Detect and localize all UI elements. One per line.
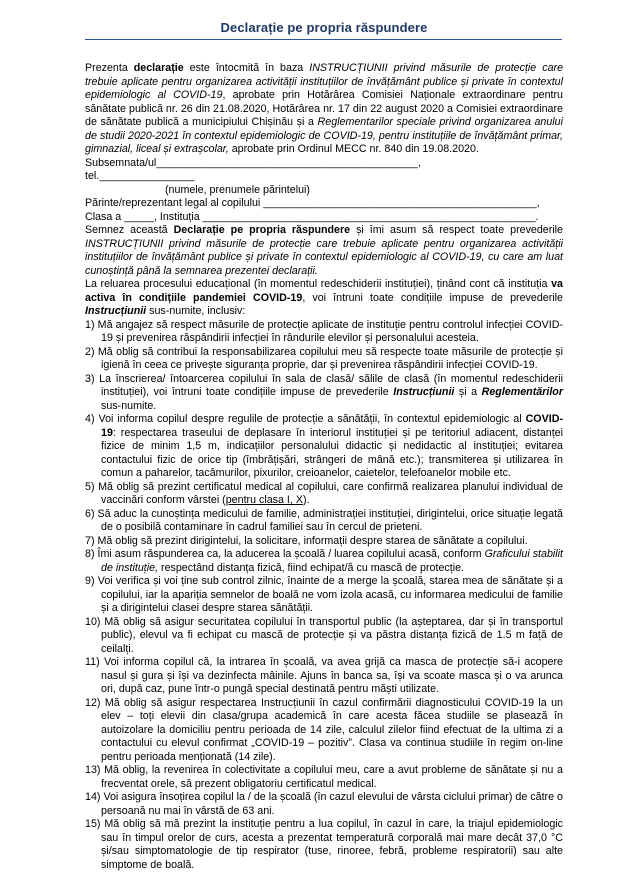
text-segment: Semnez această — [85, 224, 174, 236]
list-item — [85, 764, 563, 791]
parinte-suffix: , — [536, 197, 540, 209]
text-segment: , aprobate prin Hotărârea Comisiei Naționale extraordinare pentru sănătate publică nr. 26 din 21.08.2020, Hotărârea nr. 17 din 22 august 2020 a Comisiei extraordinare de sănătate publică a municipiului Chișinău și a — [85, 89, 563, 128]
text-segment: Mă oblig, la revenirea în colectivitate a copilului meu, care a avut probleme de sănătate și nu a frecventat orele, să prezent obligatoriu certificatul medical. — [101, 764, 563, 790]
text-segment: sus-numite, inclusiv: — [146, 305, 246, 317]
parent-name-hint: (numele, prenumele părintelui) — [165, 183, 310, 196]
text-segment: aprobate prin Ordinul MECC nr. 840 din 19.08.2020. — [228, 143, 479, 155]
field-line-clasa-institutia — [85, 211, 563, 225]
institutia-label: , Instituția — [153, 210, 203, 223]
institutia-blank: ________________________________________________________ — [202, 210, 536, 223]
subsemnata-blank: ____________________________________________ — [156, 156, 418, 169]
text-segment: Voi asigura însoțirea copilul la / de la școală (în cazul elevului de vârsta ciclului primar) de către o persoană nu mai în vârstă de 63 ani. — [101, 791, 563, 817]
text-segment: Îmi asum răspunderea ca, la aducerea la școală / luarea copilului acasă, conform — [97, 548, 485, 560]
items-list — [85, 319, 563, 873]
list-item — [85, 697, 563, 765]
text-segment: declarație — [133, 62, 184, 74]
item-number: 15) — [85, 818, 105, 830]
text-segment: este întocmită în baza — [183, 62, 310, 74]
item-number: 6) — [85, 507, 98, 520]
list-item — [85, 481, 563, 508]
text-segment: La înscrierea/ întoarcerea copilului în sala de clasă/ sălile de clasă (în momentul redeschiderii instituției), voi întruni toate condițiile impuse de prevederile — [99, 372, 563, 398]
item-number: 8) — [85, 548, 98, 560]
text-segment: va activa în condițiile pandemiei COVID-19 — [85, 278, 563, 304]
item-number: 9) — [85, 575, 98, 587]
text-segment: respectând distanța fizică, fiind echipat/ă cu mască de protecție. — [158, 561, 464, 574]
item-number: 14) — [85, 791, 104, 803]
text-segment: Instrucțiunii — [393, 386, 455, 398]
semnez-paragraph — [85, 224, 563, 278]
field-line-parinte — [85, 197, 563, 211]
list-item — [85, 413, 563, 481]
list-item — [85, 373, 563, 414]
text-segment: sus-numite. — [101, 399, 157, 412]
tel-label: tel. — [85, 170, 100, 182]
item-number: 12) — [85, 696, 105, 709]
text-segment: Să aduc la cunoștința medicului de familie, administrației instituției, dirigintelui, orice situație legată de o posibilă contaminare în cadrul familiei sau în cercul de prieteni. — [97, 507, 563, 533]
text-segment: Voi informa copilul că, la intrarea în școală, va avea grijă ca masca de protecție să-i acopere nasul și gura și își va dezinfecta mâinile. Ajuns în banca sa, își va scoate masca și o va arunca ori, după caz, pune într-o pungă special destinată pentru măști utilizate. — [101, 656, 563, 695]
text-segment: INSTRUCȚIUNII privind măsurile de protecție care trebuie aplicate pentru organizarea activității instituțiilor de învățământ publice și private în contextul epidemiologic al COVID-19, cu care am luat cunoștință până la semnarea prezentei declarații. — [85, 237, 563, 277]
text-segment: INSTRUCȚIUNII privind măsurile de protecție care trebuie aplicate pentru organizarea activității instituțiilor de învățământ publice și private în contextul epidemiologic al COVID-19 — [85, 62, 564, 101]
text-segment: : respectarea traseului de deplasare în interiorul instituției și pe teritoriul adiacent, distanței fizice de minim 1,5 m, indicațiilor personalului didactic și nedidactic al instituției; evitarea contactului fizic de orice tip (îmbrățișări, strângeri de mână etc.); transmiterea și utilizarea în comun a paharelor, tacâmurilor, pixurilor, creioanelor, caietelor, telefoanelor mobile etc. — [101, 426, 563, 479]
list-item — [85, 319, 563, 346]
field-line-subsemnata — [85, 157, 563, 171]
text-segment: Voi informa copilul despre regulile de protecție a sănătății, în contextul epidemiologic al — [98, 413, 526, 425]
clasa-label: Clasa a — [85, 210, 125, 223]
tel-blank: ________________ — [99, 170, 195, 182]
text-segment: Reglementarilor speciale privind organizarea anului de studii 2020-2021 în contextul epidemiologic de COVID-19, pentru instituțiile de învățământ primar, gimnazial, liceal și extrașcolar, — [85, 116, 563, 155]
text-segment: COVID-19 — [101, 413, 563, 439]
list-item — [85, 548, 563, 575]
item-number: 7) — [85, 534, 98, 547]
text-segment: Mă oblig să asigur securitatea copilului în transportul public (la așteptarea, dar și în transportul public), elevul va fi echipat cu mască de protecție și va păstra distanța fizică de 1.5 m față de ceilalți. — [101, 615, 564, 655]
list-item — [85, 346, 563, 373]
clasa-blank: _____ — [124, 210, 154, 223]
list-item — [85, 656, 563, 697]
list-item — [85, 616, 563, 657]
list-item — [85, 508, 563, 535]
text-segment: Mă oblig să mă prezint la instituție pentru a lua copilul, în cazul în care, la triajul epidemiologic sau în timpul orelor de curs, acesta a prezentat temperatură corporală mai mare decât 37,0 °C și/sau simptomatologie de tip respirator (tuse, rinoree, febră, probleme respiratorii) sau alte simptome de boală. — [101, 818, 563, 871]
text-segment: Prezenta — [85, 62, 134, 74]
parinte-label: Părinte/reprezentant legal al copilului — [85, 197, 264, 209]
text-segment: pentru clasa I, X — [225, 494, 303, 506]
text-segment: Mă angajez să respect măsurile de protecție aplicate de instituție pentru controlul infecției COVID-19 și prevenirea răspândirii infecției în rândurile elevilor și personalului acesteia. — [97, 318, 563, 344]
list-item — [85, 535, 563, 549]
field-line-tel — [85, 170, 563, 184]
intro-paragraph — [85, 62, 563, 157]
list-item — [85, 791, 563, 818]
item-number: 3) — [85, 372, 100, 385]
reluarea-paragraph — [85, 278, 563, 319]
subsemnata-label: Subsemnata/ul — [85, 156, 157, 169]
item-number: 13) — [85, 764, 105, 776]
clasa-suffix: . — [535, 210, 539, 223]
item-number: 4) — [85, 413, 99, 425]
list-item — [85, 575, 563, 616]
document-title: Declarație pe propria răspundere — [220, 20, 428, 35]
text-segment: Mă oblig să prezint dirigintelui, la solicitare, informații despre starea de sănătate a copilului. — [97, 534, 528, 547]
item-number: 10) — [85, 615, 105, 628]
text-segment: Reglementărilor — [481, 386, 563, 398]
document-body — [85, 62, 563, 872]
text-segment: Mă oblig să contribui la responsabilizarea copilului meu să respecte toate măsurile de protecție și igienă în ceea ce privește siguranța proprie, dar și prevenirea răspândirii infecției COVID-19. — [97, 345, 563, 371]
item-number: 5) — [85, 480, 99, 493]
list-item — [85, 818, 563, 872]
item-number: 11) — [85, 656, 105, 668]
text-segment: ). — [302, 494, 310, 506]
text-segment: și îmi asum să respect toate prevederile — [350, 224, 564, 236]
text-segment: Instrucțiunii — [85, 305, 147, 317]
item-number: 1) — [85, 318, 98, 331]
text-segment: , voi întruni toate condițiile impuse de prevederile — [302, 291, 563, 304]
parinte-blank: ______________________________________________ — [263, 197, 537, 209]
text-segment: Graficului stabilit de instituție, — [101, 548, 563, 574]
text-segment: La reluarea procesului educațional (în momentul redeschiderii instituției), ținând cont că instituția — [85, 278, 552, 290]
text-segment: Declarație pe propria răspundere — [173, 224, 351, 236]
text-segment: Mă oblig să prezint certificatul medical al copilului, care confirmă realizarea planului individual de vaccinări conform vârstei ( — [98, 480, 563, 506]
subsemnata-suffix: , — [417, 156, 421, 169]
text-segment: și a — [454, 386, 482, 398]
title-rule — [85, 39, 562, 40]
item-number: 2) — [85, 345, 98, 358]
text-segment: Voi verifica și voi ține sub control zilnic, înainte de a merge la școală, starea mea de sănătate și a copilului, iar la apariția semnelor de boală ne vom izola acasă, cu informarea medicului de familie și a dirigintelui clasei despre starea sănătății. — [97, 575, 563, 614]
text-segment: Mă oblig să asigur respectarea Instrucțiunii în cazul confirmării diagnosticului COVID-19 la un elev – toți elevii din clasa/grupa academică în care acesta făcea studiile se plasează în autoizolare la domiciliu pentru perioada de 14 zile, calculul zilelor fiind efectuat de la ultima zi a contactului cu elevul confirmat „COVID-19 – pozitiv”. Clasa va continua studiile în regim on-line pentru perioada menționată (14 zile). — [101, 696, 563, 763]
